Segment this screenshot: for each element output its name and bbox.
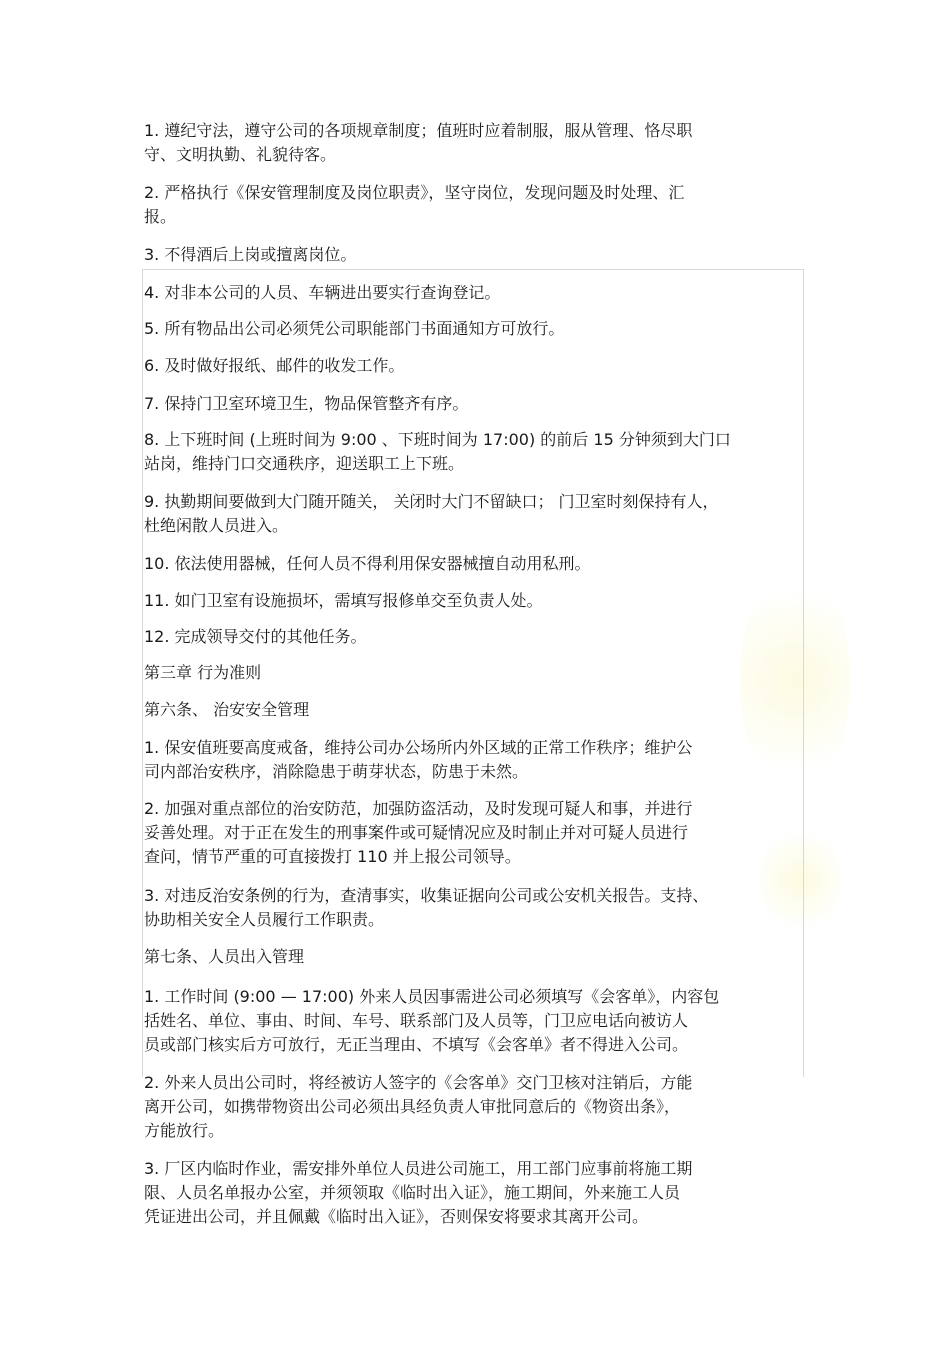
paragraph-line: 查问，情节严重的可直接拨打 110 并上报公司领导。 xyxy=(144,847,521,866)
paragraph-line: 11. 如门卫室有设施损坏，需填写报修单交至负责人处。 xyxy=(144,591,543,610)
paragraph-line: 6. 及时做好报纸、邮件的收发工作。 xyxy=(144,356,405,375)
paragraph-line: 1. 工作时间 (9:00 — 17:00) 外来人员因事需进公司必须填写《会客单》，内容包 xyxy=(144,987,720,1006)
paragraph-line: 协助相关安全人员履行工作职责。 xyxy=(144,910,385,929)
paragraph-line: 1. 保安值班要高度戒备，维持公司办公场所内外区域的正常工作秩序；维护公 xyxy=(144,738,693,757)
paragraph-line: 7. 保持门卫室环境卫生，物品保管整齐有序。 xyxy=(144,394,469,413)
paragraph-line: 1. 遵纪守法，遵守公司的各项规章制度；值班时应着制服，服从管理、恪尽职 xyxy=(144,121,693,140)
paragraph-line: 方能放行。 xyxy=(144,1121,225,1140)
paragraph xyxy=(144,243,799,267)
paragraph xyxy=(144,625,799,649)
paragraph-line: 3. 厂区内临时作业，需安排外单位人员进公司施工，用工部门应事前将施工期 xyxy=(144,1159,693,1178)
paragraph xyxy=(144,181,799,229)
paragraph-line: 司内部治安秩序，消除隐患于萌芽状态，防患于未然。 xyxy=(144,762,529,781)
paragraph-line: 5. 所有物品出公司必须凭公司职能部门书面通知方可放行。 xyxy=(144,319,565,338)
paragraph xyxy=(144,552,799,576)
paragraph xyxy=(144,490,799,538)
section-heading xyxy=(144,698,799,722)
paragraph xyxy=(144,1157,799,1229)
paragraph xyxy=(144,354,799,378)
paragraph-line: 2. 严格执行《保安管理制度及岗位职责》，坚守岗位，发现问题及时处理、汇 xyxy=(144,183,685,202)
paragraph-line: 守、文明执勤、礼貌待客。 xyxy=(144,145,337,164)
paragraph-line: 括姓名、单位、事由、时间、车号、联系部门及人员等，门卫应电话向被访人 xyxy=(144,1011,689,1030)
paragraph-line: 妥善处理。对于正在发生的刑事案件或可疑情况应及时制止并对可疑人员进行 xyxy=(144,823,689,842)
paragraph-line: 第七条、人员出入管理 xyxy=(144,947,305,966)
paragraph xyxy=(144,1071,799,1143)
paragraph-line: 4. 对非本公司的人员、车辆进出要实行查询登记。 xyxy=(144,283,501,302)
paragraph-line: 12. 完成领导交付的其他任务。 xyxy=(144,627,367,646)
paragraph-line: 2. 加强对重点部位的治安防范，加强防盗活动，及时发现可疑人和事，并进行 xyxy=(144,799,693,818)
paragraph-line: 站岗，维持门口交通秩序，迎送职工上下班。 xyxy=(144,454,465,473)
paragraph xyxy=(144,392,799,416)
paragraph-line: 10. 依法使用器械，任何人员不得利用保安器械擅自动用私刑。 xyxy=(144,554,591,573)
paragraph xyxy=(144,428,799,476)
paragraph-line: 第六条、 治安安全管理 xyxy=(144,700,310,719)
paragraph-line: 8. 上下班时间 (上班时间为 9:00 、下班时间为 17:00) 的前后 15 分钟须到大门口 xyxy=(144,430,731,449)
paragraph-line: 2. 外来人员出公司时，将经被访人签字的《会客单》交门卫核对注销后，方能 xyxy=(144,1073,693,1092)
paragraph-line: 3. 对违反治安条例的行为，查清事实，收集证据向公司或公安机关报告。支持、 xyxy=(144,886,709,905)
paragraph-line: 杜绝闲散人员进入。 xyxy=(144,516,289,535)
paragraph-line: 报。 xyxy=(144,207,177,226)
paragraph xyxy=(144,119,799,167)
paragraph xyxy=(144,281,799,305)
section-heading xyxy=(144,661,799,685)
paragraph-line: 离开公司，如携带物资出公司必须出具经负责人审批同意后的《物资出条》， xyxy=(144,1097,681,1116)
section-heading xyxy=(144,945,799,969)
paragraph xyxy=(144,589,799,613)
paragraph-line: 凭证进出公司，并且佩戴《临时出入证》，否则保安将要求其离开公司。 xyxy=(144,1207,649,1226)
paragraph-line: 9. 执勤期间要做到大门随开随关， 关闭时大门不留缺口； 门卫室时刻保持有人， xyxy=(144,492,719,511)
paragraph xyxy=(144,317,799,341)
paragraph xyxy=(144,884,799,932)
paragraph-line: 3. 不得酒后上岗或擅离岗位。 xyxy=(144,245,357,264)
paragraph-line: 员或部门核实后方可放行，无正当理由、不填写《会客单》者不得进入公司。 xyxy=(144,1035,689,1054)
paragraph-line: 第三章 行为准则 xyxy=(144,663,262,682)
paragraph xyxy=(144,736,799,784)
paragraph xyxy=(144,797,799,869)
paragraph xyxy=(144,985,799,1057)
paragraph-line: 限、人员名单报办公室，并须领取《临时出入证》，施工期间，外来施工人员 xyxy=(144,1183,681,1202)
